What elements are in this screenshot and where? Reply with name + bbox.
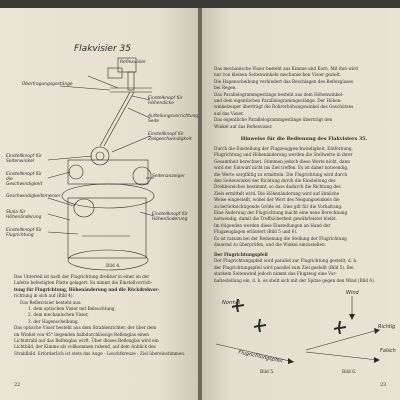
bild5-caption: Bild 5. [260, 370, 275, 375]
label-reflexvisier: Reflexvisier [120, 60, 146, 65]
label-wind: Wind [346, 290, 359, 296]
label-hoehenaenderung-knopf: Einstellknopf für Höhenänderung [152, 212, 188, 222]
page-number-left: 22 [14, 382, 21, 388]
page-number-right: 23 [380, 382, 387, 388]
fig5-text: Der Flugrichtungspfeil Der Flugrichtungspfeil wird parallel zur Flugrichtung gestellt, d. h. der Flugrichtungspfeil wird parallel zum Ziel gestellt (Bild 5). Bei starkem Seitenwind jedoch nimmt das Flugzeug eine Vor- haltestellung ein, d. h. es stellt sich mit der Spitze gegen den Wind (Bild 6). [214, 252, 376, 283]
open-book [0, 8, 400, 400]
label-hoehendicke: Einstelknopf für Höhendicke [148, 96, 183, 106]
figure-title: Flakvisier 35 [74, 44, 131, 54]
label-geschwindigkeit: Einstellknopf für die Geschwindigkeit [6, 172, 43, 187]
left-body-text: Das Unterteil ist nach der Flugrichtung drehbar in einer an der Lafette befestigten Platte gelagert. Es nimmt die Einstellvorrich- tung für Flugrichtung, Höhenänderung und die Rückdrehvor- richtung in sich auf (Bild 4). Das Reflexvisier besteht aus: 1. dem optischen Visier mit Beleuchtung, 2. dem mechanischen Visier, 3. der Hagenscheibung. Das optische Visier besteht aus dem Strahlenrichter, der über dem im Winkel von 45° liegenden halbdurchlässige Reflexglas einen Lichtstrahl auf das Reflexglas wirft. Über dieses Reflexglas wird ein Lichtbild, der Kimme als vollkommen ruhend, auf dem Anblick des Strahlbild. Erforderlich ist stets das Auge - Leuchtkreuze - Ziel übereinstimmen. [14, 274, 186, 356]
label-flugrichtung: Einstellknopf für Flugrichtung [6, 228, 42, 238]
section-heading: Hinweise für die Bedienung des Flakvisiers 35. [240, 136, 368, 142]
right-mid-text: Durch die Einstellung der Flugzeuggeschwindigkeit, Entfernung, Flugrichtung und Höhenänderung werden die Stellwerte in ihrer Gesamtheit berechnet. Stimmen jedoch diese Werte nicht, dann wird der Entwurf nicht ins Ziel treffen. Es ist daher notwendig, die Werte sorgfältig zu ermitteln. Die Flugrichtung wird durch den Seitenwinkel der Richtung durch die Einstellung des Drehbereiches bestimmt, so dass dadurch die Richtung des Ziels ermittelt wird. Die Höhenänderung wird auf ähnliche Weise eingestellt, wobei der Wert des Neigungswinkels die zu berücksichtigende Größe ist. Dies gilt für die Vorhaltung. Eine Änderung der Flugrichtung macht eine neue Berechnung notwendig, damit die Treffsicherheit gewährleistet bleibt. Im folgenden werden diese Einstellungen an Hand der Flugzeuglagen erläutert (Bild 5 und 6). Es ist ratsam bei der Bedienung die Stellung der Flugrichtung dauernd zu überprüfen, und die Winkel einzustellen. [214, 146, 353, 248]
right-page [202, 8, 400, 400]
label-seitenwinkel: Einstellknopf für Seitenwinkel [6, 154, 42, 164]
label-flugrichtungspfeil: Flugrichtungspfeil [237, 349, 283, 365]
left-page [0, 8, 198, 400]
right-top-text: Das mechanische Visier besteht aus Kimme und Korn. Mit ihm wird nur von kleinen Seitenwinkeln mechanischen Visier gezielt. Die Hagenscheibung verhindert das Beschlagen des Reflexglases bei Regen. Das Parallelogrammgestänge besteht aus dem Höhenwinkel- und dem eigentlichen Parallelogrammgestänge. Der Höhen- winkelzeiger überträgt die Rohrerhöhungswinkel des Geschützes auf das Visier. Das eigentliche Parallelogrammgestänge überträgt den Winkel auf das Reflexvisier. [214, 66, 358, 129]
label-zielgeschwindigkeit: Einstellknopf für Zielgeschwindigkeit [148, 132, 192, 142]
label-hoehenaenderung-skala: Skala für Höhenänderung [6, 210, 42, 220]
bild6-caption: Bild 6. [342, 370, 357, 375]
label-richtig: Richtig [378, 324, 396, 330]
figure-caption: Bild 4. [106, 264, 121, 269]
label-seitenanzeiger: Seitenanzeiger [152, 174, 185, 179]
label-normal: Normal [222, 300, 241, 306]
label-geschwindigkeitsmesser: Geschwindigkeitsmesser [6, 194, 61, 199]
label-uebertragung: Übertragungsgestänge [22, 82, 73, 87]
label-falsch: Falsch [380, 348, 396, 354]
label-aufteilung: Aufteilungsvorrichtung Seite [148, 114, 198, 124]
